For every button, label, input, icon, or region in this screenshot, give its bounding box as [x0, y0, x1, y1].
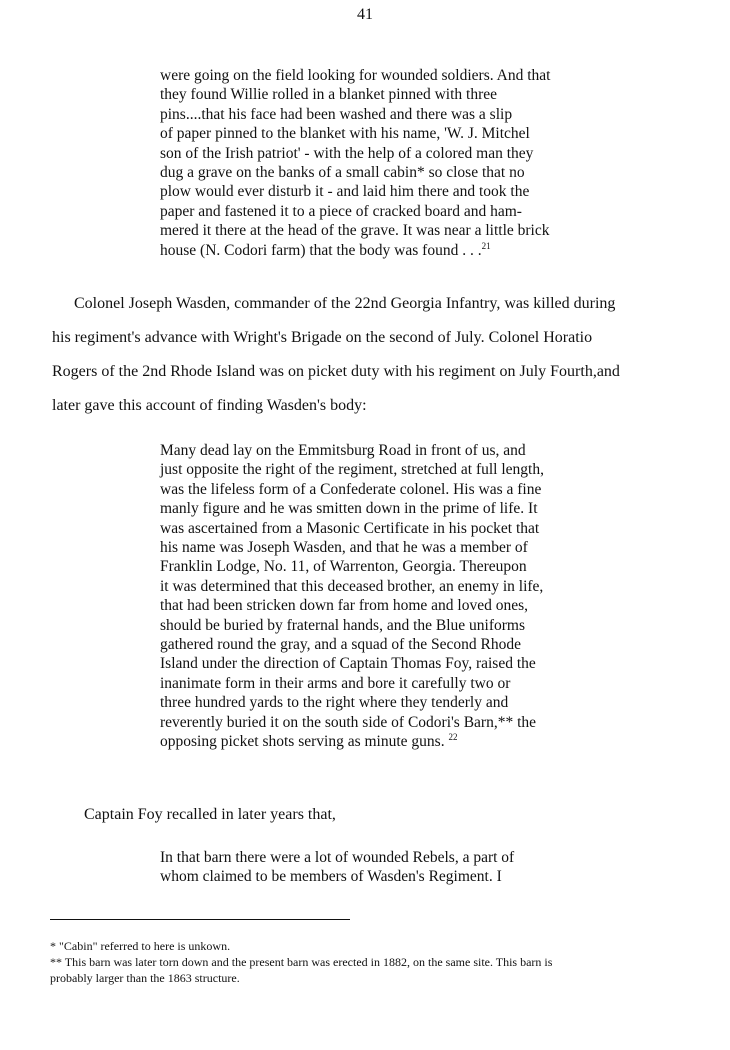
footnote-reference: 22: [448, 732, 458, 743]
paragraph-line: Rogers of the 2nd Rhode Island was on picket duty with his regiment on July Fourth,and: [52, 363, 620, 380]
quote-line: just opposite the right of the regiment, stretched at full length,: [160, 461, 544, 479]
quote-line: it was determined that this deceased brother, an enemy in life,: [160, 577, 544, 595]
quote-line: Many dead lay on the Emmitsburg Road in front of us, and: [160, 442, 526, 459]
quote-line: [160, 732, 600, 751]
quote-line: was ascertained from a Masonic Certificate in his pocket that: [160, 519, 540, 537]
quote-line: manly figure and he was smitten down in the prime of life. It: [160, 500, 538, 518]
quote-line: they found Willie rolled in a blanket pinned with three: [160, 86, 497, 104]
quote-line: In that barn there were a lot of wounded Rebels, a part of: [160, 849, 515, 866]
paragraph-wasden-intro: [52, 287, 692, 423]
footnote-barn-continued: probably larger than the 1863 structure.: [50, 971, 240, 985]
quote-line: dug a grave on the banks of a small cabin* so close that no: [160, 164, 525, 182]
block-quote-foy: [160, 848, 600, 887]
block-quote-rogers: [160, 441, 600, 752]
quote-line: was the lifeless form of a Confederate colonel. His was a fine: [160, 480, 542, 498]
quote-line: should be buried by fraternal hands, and the Blue uniforms: [160, 616, 526, 634]
quote-line: of paper pinned to the blanket with his name, 'W. J. Mitchel: [160, 125, 530, 143]
quote-line: gathered round the gray, and a squad of the Second Rhode: [160, 636, 521, 654]
quote-line: Island under the direction of Captain Thomas Foy, raised the: [160, 655, 536, 673]
block-quote-mitchel: [160, 66, 600, 260]
quote-line: mered it there at the head of the grave. It was near a little brick: [160, 222, 550, 240]
quote-line: that had been stricken down far from home and loved ones,: [160, 597, 529, 615]
quote-line: Franklin Lodge, No. 11, of Warrenton, Georgia. Thereupon: [160, 558, 527, 576]
paragraph-line: his regiment's advance with Wright's Brigade on the second of July. Colonel Horatio: [52, 329, 593, 346]
quote-line: [160, 241, 600, 260]
quote-line: reverently buried it on the south side of Codori's Barn,** the: [160, 713, 537, 731]
quote-line: son of the Irish patriot' - with the help of a colored man they: [160, 144, 534, 162]
footnote-barn: ** This barn was later torn down and the present barn was erected in 1882, on the same site. This barn is: [50, 955, 553, 969]
paragraph-foy: [52, 798, 692, 832]
quote-line: inanimate form in their arms and bore it carefully two or: [160, 674, 511, 692]
footnotes: [50, 938, 690, 986]
paragraph-line: Captain Foy recalled in later years that,: [84, 806, 336, 823]
quote-text: opposing picket shots serving as minute guns.: [160, 733, 445, 751]
quote-line: three hundred yards to the right where they tenderly and: [160, 694, 509, 712]
paragraph-line: later gave this account of finding Wasden's body:: [52, 397, 367, 414]
quote-line: his name was Joseph Wasden, and that he was a member of: [160, 539, 528, 557]
footnote-reference: 21: [481, 240, 491, 251]
quote-line: plow would ever disturb it - and laid him there and took the: [160, 183, 530, 201]
footnote-rule: [50, 919, 350, 920]
footnote-cabin: * "Cabin" referred to here is unkown.: [50, 939, 231, 953]
quote-text: house (N. Codori farm) that the body was found . . .: [160, 241, 482, 259]
quote-line: paper and fastened it to a piece of cracked board and ham-: [160, 202, 522, 220]
quote-line: were going on the field looking for wounded soldiers. And that: [160, 67, 551, 84]
page-number: 41: [357, 6, 373, 23]
quote-line: whom claimed to be members of Wasden's Regiment. I: [160, 868, 502, 886]
paragraph-line: Colonel Joseph Wasden, commander of the 22nd Georgia Infantry, was killed during: [74, 295, 616, 312]
quote-line: pins....that his face had been washed and there was a slip: [160, 105, 513, 123]
